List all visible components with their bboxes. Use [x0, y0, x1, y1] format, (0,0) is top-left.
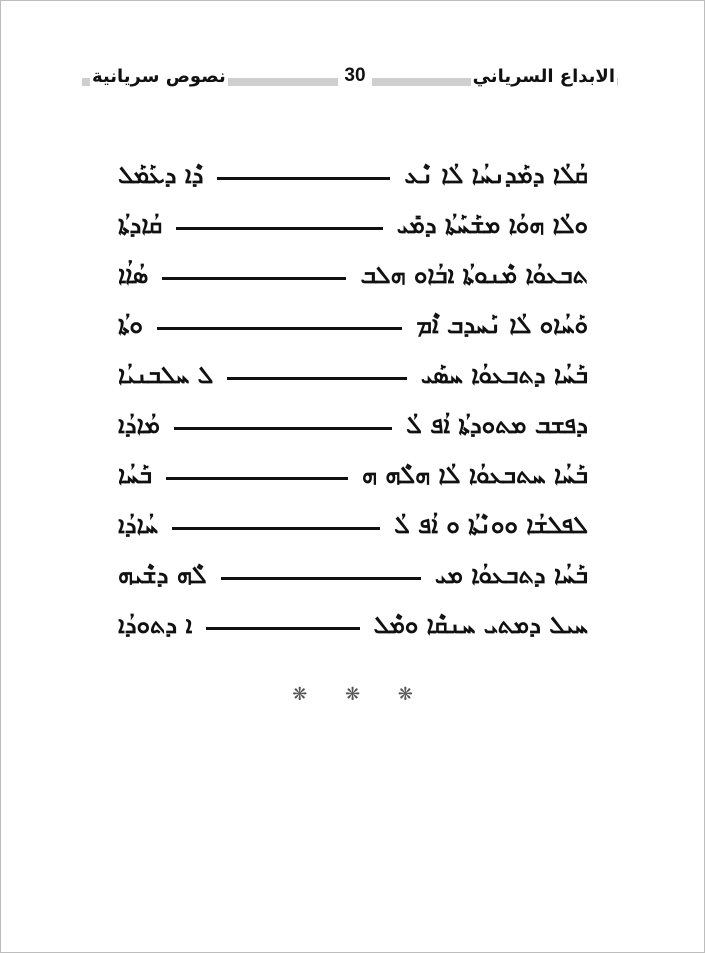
verse-left-text: ܚܳܐܕܳܐ: [118, 511, 159, 539]
asterism-icon: ❋: [292, 684, 308, 705]
verse-right-text: ܘܠܳܐ ܗܘܳܐ ܡܫܰܚܰܬܳܐ ܕܡܺܝ: [396, 211, 588, 239]
section-ornament: [0, 684, 705, 705]
verse-line: [118, 250, 588, 300]
verse-line: [118, 450, 588, 500]
verse-left-text: ܘܬܳܐ: [118, 311, 143, 339]
elongation-stroke: [206, 627, 359, 630]
section-title: نصوص سريانية: [92, 66, 226, 87]
verse-left-text: ܡܳܐܕܳܐ: [118, 411, 160, 439]
elongation-stroke: [162, 277, 346, 280]
verse-right-text: ܚܝܠ ܕܡܬܝ ܚܢܩܶܐ ܘܡܶܠ: [373, 611, 588, 639]
verse-line: [118, 500, 588, 550]
poem-body: [118, 150, 588, 650]
verse-line: [118, 300, 588, 350]
verse-left-text: ܣܳܐܳܐ: [118, 261, 149, 289]
elongation-stroke: [157, 327, 402, 330]
asterism-icon: ❋: [397, 684, 413, 705]
verse-line: [118, 200, 588, 250]
verse-line: [118, 550, 588, 600]
book-title: الابداع السرياني: [472, 66, 615, 87]
verse-left-text: ܕܶܐ ܕܥܰܡܰܠ: [118, 161, 204, 189]
verse-left-text: ܠܶܗ ܕܫܶܝܗ: [118, 561, 207, 589]
verse-left-text: ܩܳܐܕܬܳܐ: [118, 211, 163, 239]
elongation-stroke: [166, 477, 348, 480]
asterism-icon: ❋: [344, 684, 361, 705]
verse-right-text: ܒܰܚܳܐ ܕܬܒܥܘܳܐ ܚܣܰܝ: [420, 361, 588, 389]
verse-line: [118, 600, 588, 650]
elongation-stroke: [221, 577, 421, 580]
verse-left-text: ܒܰܚܳܐ: [118, 461, 152, 489]
verse-line: [118, 400, 588, 450]
verse-line: [118, 150, 588, 200]
verse-right-text: ܠܦܠܫܳܐ ܘܘܢܶܬܳܐ ܘ ܐܳܦ ܠܳ: [394, 511, 588, 539]
running-header: [0, 66, 705, 94]
verse-right-text: ܒܰܚܳܐ ܕܬܒܥܘܳܐ ܡܝ: [434, 561, 588, 589]
elongation-stroke: [176, 227, 383, 230]
verse-left-text: ܐ ܕܬܘܕܳܐ: [118, 611, 193, 639]
verse-line: [118, 350, 588, 400]
page-number: 30: [344, 65, 366, 86]
verse-right-text: ܘܰܚܳܐܘ ܠܳܐ ܢܰܚܕܒ ܐܶܡ: [416, 311, 588, 339]
elongation-stroke: [217, 177, 390, 180]
elongation-stroke: [174, 427, 392, 430]
verse-right-text: ܒܰܚܳܐ ܚܬܒܥܘܳܐ ܠܳܐ ܗܠܶܗ ܗ: [361, 461, 588, 489]
elongation-stroke: [227, 377, 407, 380]
verse-right-text: ܩܳܠܳܐ ܕܡܰܕܢܚܳܐ ܠܳܐ ܢܶܥ: [404, 161, 588, 189]
elongation-stroke: [172, 527, 380, 530]
verse-right-text: ܕܦܫܒ ܡܬܘܕܬܳܐ ܐܳܦ ܠܳ: [406, 411, 588, 439]
verse-right-text: ܬܒܥܘܳܐ ܡܶܢܘܬܳܐ ܐܒܳܐܘ ܗܠܒ: [360, 261, 588, 289]
verse-left-text: ܠ ܚܠܒܢܝܳܐ: [118, 361, 214, 389]
